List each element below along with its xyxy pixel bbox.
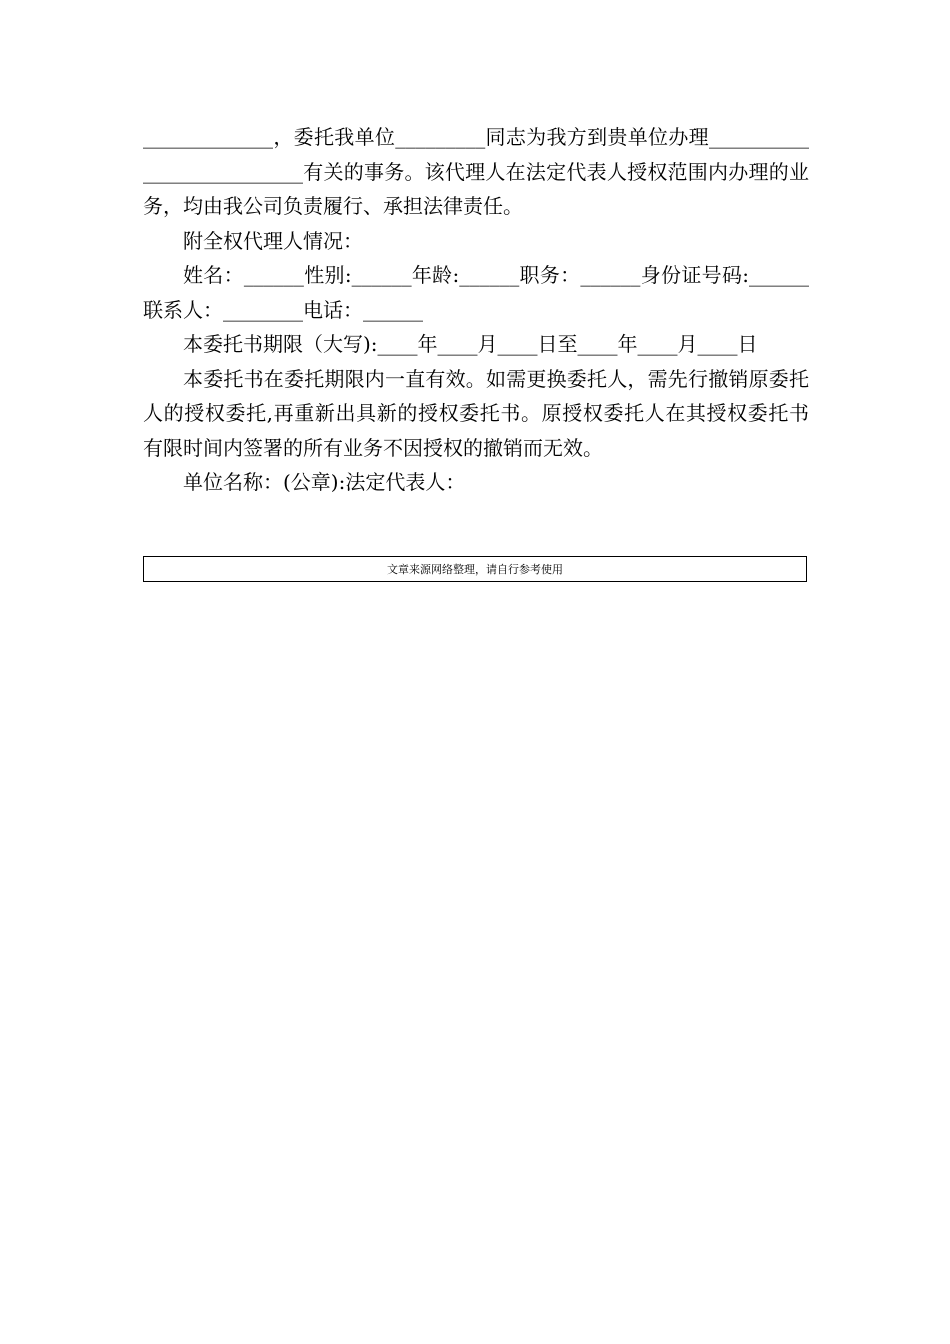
footer-note-text: 文章来源网络整理，请自行参考使用 (387, 563, 563, 576)
footer-note-box (143, 556, 807, 582)
paragraph-validity: 本委托书在委托期限内一直有效。如需更换委托人，需先行撤销原委托人的授权委托,再重新出具新的授权委托书。原授权委托人在其授权委托书有限时间内签署的所有业务不因授权的撤销而无效。 (143, 366, 809, 460)
document-body (143, 120, 816, 500)
paragraph-entrustment: _____________，委托我单位_________同志为我方到贵单位办理__________________________有关的事务。该代理人在法定代表人授权范围内办理的业务，均由我公司负责履行、承担法律责任。 (143, 125, 809, 218)
paragraph-agent-fields: 姓名：______性别:______年龄:______职务：______身份证号码:______ 联系人：________电话：______ (143, 263, 816, 322)
paragraph-agent-info-heading: 附全权代理人情况： (183, 228, 363, 253)
paragraph-signature: 单位名称：(公章):法定代表人： (183, 470, 466, 494)
paragraph-term: 本委托书期限（大写):____年____月____日至____年____月____日 (183, 332, 758, 356)
